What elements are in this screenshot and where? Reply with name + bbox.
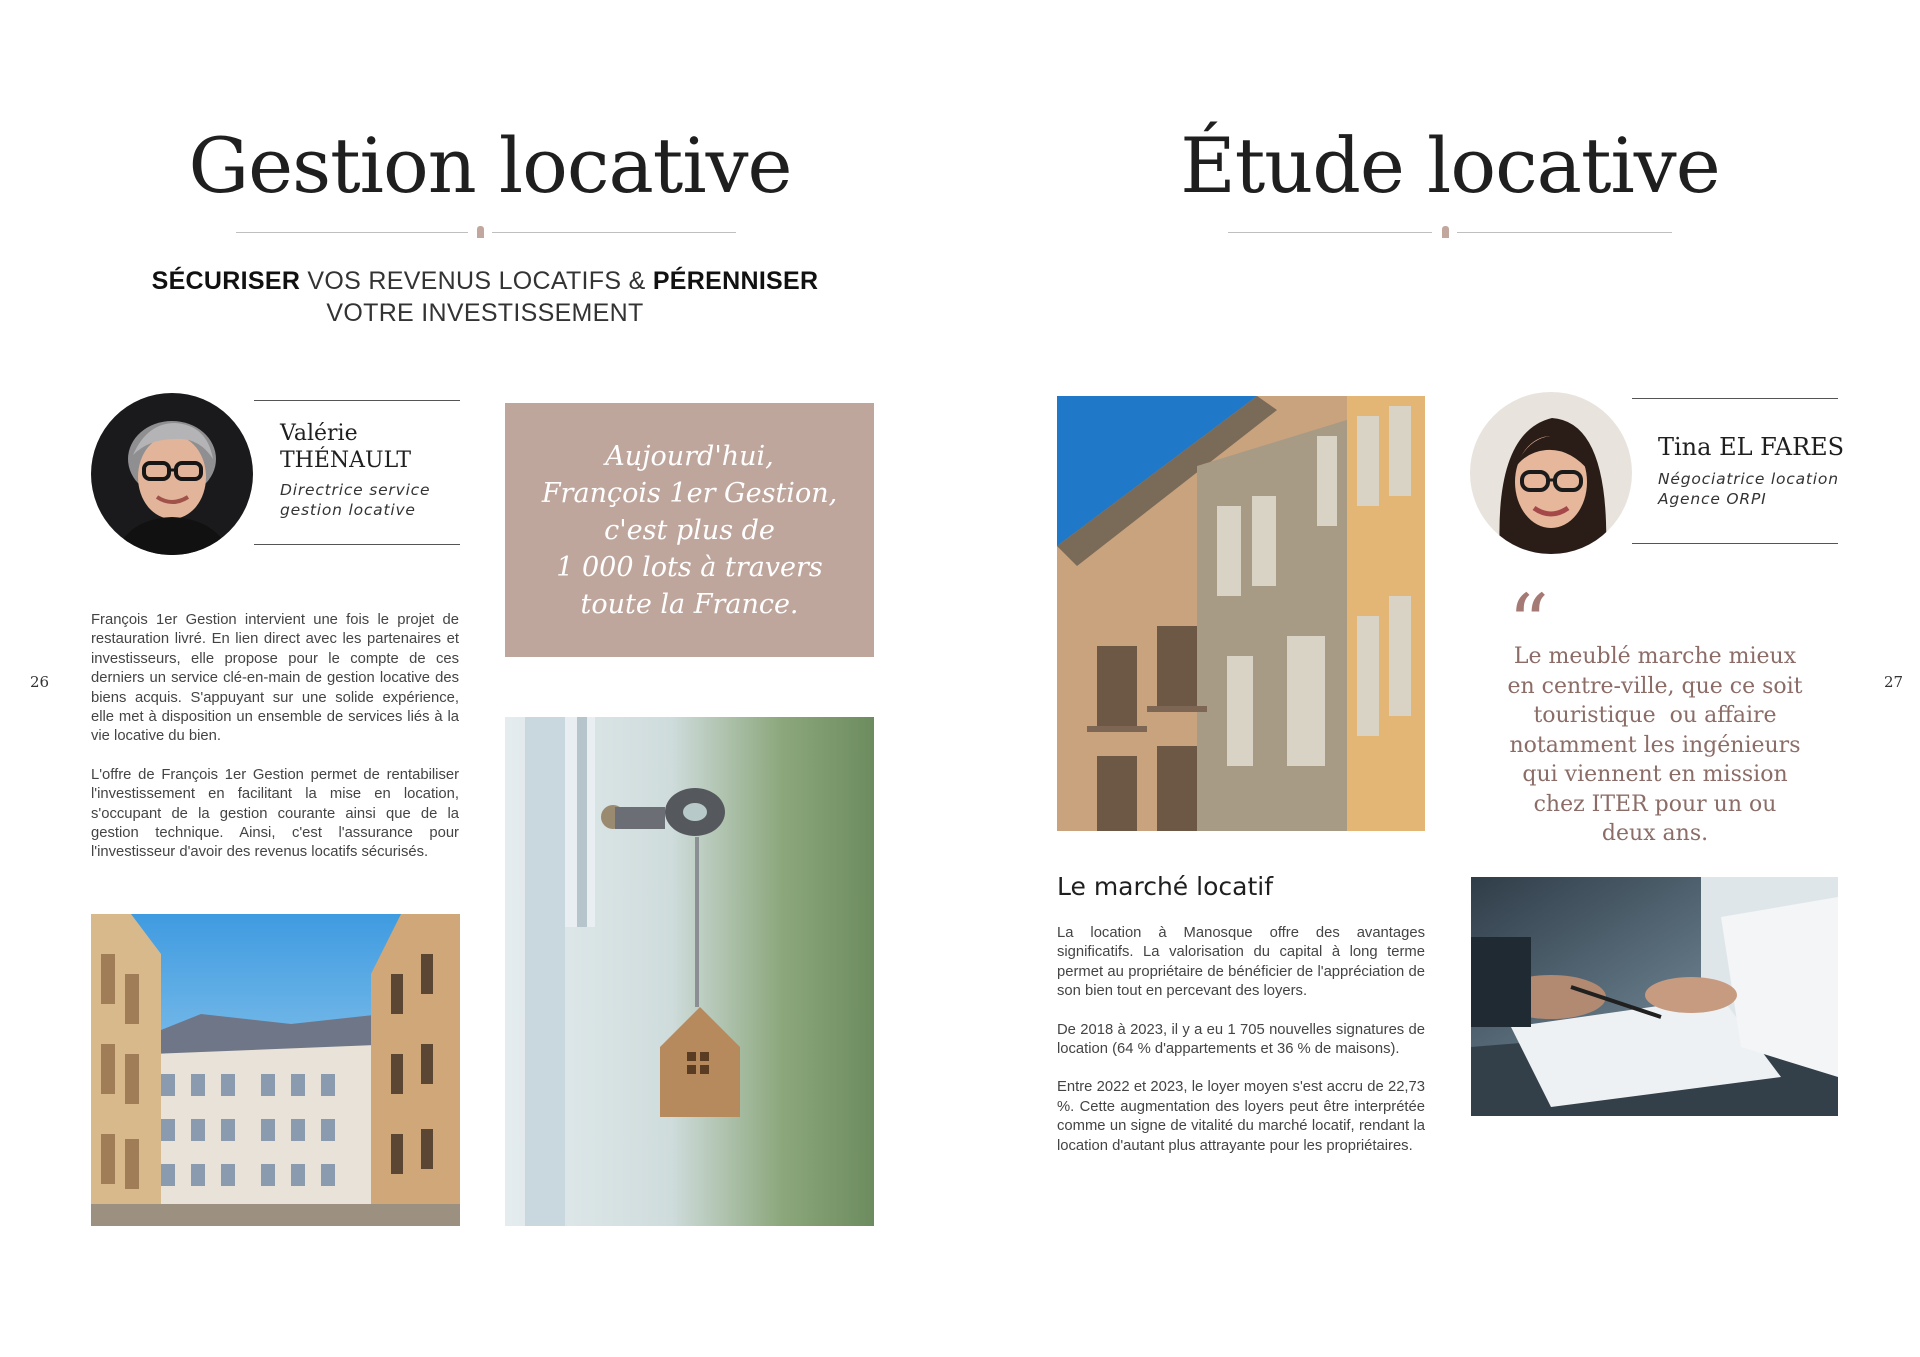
left-paragraph-1: François 1er Gestion intervient une fois le projet de restauration livré. En lien direct avec les partenaires et investisseurs, elle propose pour le compte de ces derniers un service clé-en-main de gestion locative des biens acquis. S'appuyant sur une solide expérience, elle met à disposition un ensemble de services liés à la vie locative du bien. [91, 612, 459, 745]
business-meeting-photo [1471, 877, 1838, 1116]
quote-mark-icon: “ [1508, 577, 1549, 670]
provencal-building-photo [1057, 396, 1425, 831]
tina-name-block [1658, 434, 1844, 509]
right-body-text [1057, 924, 1425, 1175]
quote-box-line5: toute la France. [580, 588, 799, 620]
valerie-role-line1: Directrice service [280, 481, 431, 499]
quote-box-line3: c'est plus de [604, 514, 775, 546]
pull-quote-line5: qui viennent en mission [1522, 762, 1788, 787]
valerie-role-line2: gestion locative [280, 501, 416, 519]
valerie-top-rule [254, 400, 460, 401]
pull-quote [1490, 642, 1820, 849]
right-paragraph-3: Entre 2022 et 2023, le loyer moyen s'est accru de 22,73 %. Cette augmentation des loyers peut être interprétée comme un signe de vitalité du marché locatif, rendant la location d'autant plus attrayante pour les propriétaires. [1057, 1079, 1425, 1154]
pull-quote-line3: touristique ou affaire [1533, 703, 1777, 728]
left-page-title: Gestion locative [188, 121, 792, 210]
pull-quote-line2: en centre-ville, que ce soit [1507, 673, 1803, 699]
right-paragraph-1: La location à Manosque offre des avantages significatifs. La valorisation du capital à long terme permet au propriétaire de bénéficier de l'appréciation de son bien tout en percevant des loyers. [1057, 925, 1425, 1000]
valerie-bottom-rule [254, 544, 460, 545]
pull-quote-line7: deux ans. [1601, 821, 1709, 846]
page-number-left: 26 [30, 673, 50, 691]
pull-quote-line6: chez ITER pour un ou [1533, 791, 1777, 817]
subtitle-middle: VOS REVENUS LOCATIFS & [300, 267, 653, 295]
left-body-text [91, 611, 459, 882]
right-page-title: Étude locative [1180, 121, 1720, 210]
pull-quote-line4: notamment les ingénieurs [1509, 732, 1801, 758]
tina-top-rule [1632, 398, 1838, 399]
valerie-name-block [280, 420, 430, 520]
quote-box-line2: François 1er Gestion, [541, 477, 838, 509]
left-title-divider [236, 222, 736, 242]
tina-name: Tina EL FARES [1658, 433, 1845, 461]
valerie-last-name: THÉNAULT [280, 448, 412, 473]
subtitle-line2: VOTRE INVESTISSEMENT [326, 299, 644, 327]
tina-bottom-rule [1632, 543, 1838, 544]
valerie-first-name: Valérie [280, 421, 358, 446]
pull-quote-line1: Le meublé marche mieux [1513, 644, 1797, 669]
rental-market-heading: Le marché locatif [1057, 872, 1273, 901]
quote-box-line1: Aujourd'hui, [605, 440, 774, 472]
page-number-right: 27 [1884, 673, 1904, 691]
left-paragraph-2: L'offre de François 1er Gestion permet de rentabiliser l'investissement en facilitant la mise en location, s'occupant de la gestion courante ainsi que de la gestion technique. Ainsi, c'est l'assurance pour l'investisseur d'avoir des revenus locatifs sécurisés. [91, 766, 459, 861]
quote-box-line4: 1 000 lots à travers [556, 551, 823, 583]
right-paragraph-2: De 2018 à 2023, il y a eu 1 705 nouvelles signatures de location (64 % d'appartements et 36 % de maisons). [1057, 1021, 1425, 1058]
tina-role-line2: Agence ORPI [1658, 490, 1767, 508]
left-subtitle [140, 265, 830, 329]
subtitle-bold-securiser: SÉCURISER [151, 267, 301, 295]
lots-quote-box [505, 403, 874, 657]
paris-street-photo [91, 914, 460, 1226]
subtitle-bold-perenniser: PÉRENNISER [652, 267, 819, 295]
tina-portrait-photo [1470, 392, 1632, 554]
right-title-divider [1228, 222, 1672, 242]
tina-role-line1: Négociatrice location [1658, 470, 1839, 488]
valerie-portrait-photo [91, 393, 253, 555]
door-key-photo [505, 717, 874, 1226]
